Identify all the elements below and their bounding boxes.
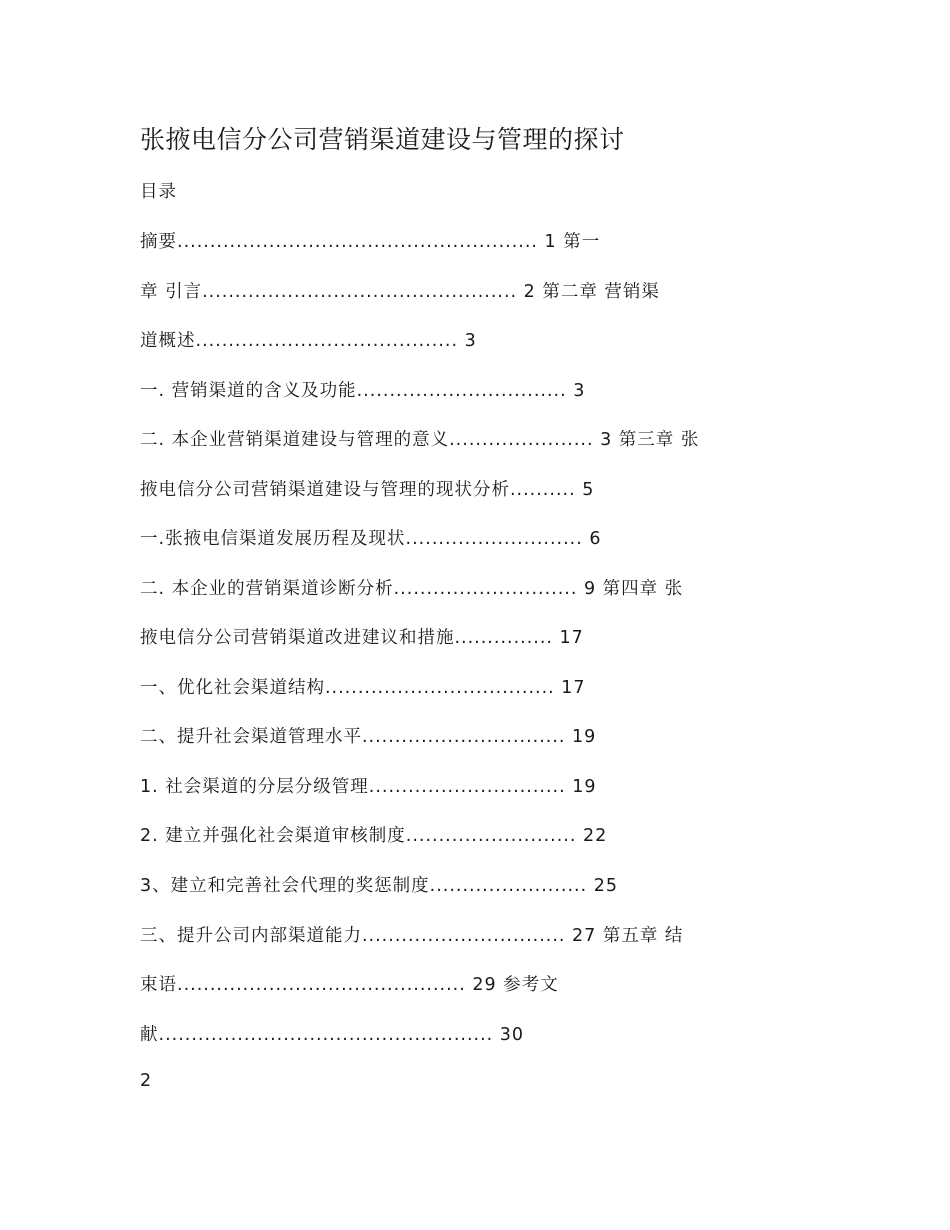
toc-line: 掖电信分公司营销渠道建设与管理的现状分析.......... 5 [140, 480, 595, 500]
toc-line: 道概述........................................ 3 [140, 331, 477, 351]
toc-line: 3、建立和完善社会代理的奖惩制度........................ 25 [140, 876, 618, 896]
toc-line: 一. 营销渠道的含义及功能................................ 3 [140, 381, 586, 401]
toc-line: 献................................................... 30 [140, 1025, 525, 1045]
toc-line: 一.张掖电信渠道发展历程及现状........................... 6 [140, 529, 602, 549]
toc-heading: 目录 [140, 182, 177, 202]
toc-line: 1. 社会渠道的分层分级管理.............................. 19 [140, 777, 597, 797]
toc-line: 掖电信分公司营销渠道改进建议和措施............... 17 [140, 628, 584, 648]
toc-line: 三、提升公司内部渠道能力............................... 27 第五章 结 [140, 926, 684, 946]
toc-line: 章 引言................................................ 2 第二章 营销渠 [140, 282, 660, 302]
toc-line: 2. 建立并强化社会渠道审核制度.......................... 22 [140, 826, 608, 846]
toc-line: 摘要....................................................... 1 第一 [140, 232, 601, 252]
toc-line: 一、优化社会渠道结构................................... 17 [140, 678, 586, 698]
page-number: 2 [140, 1071, 153, 1091]
toc-line: 二、提升社会渠道管理水平............................... 19 [140, 727, 597, 747]
toc-line: 束语............................................ 29 参考文 [140, 975, 559, 995]
toc-line: 二. 本企业的营销渠道诊断分析............................ 9 第四章 张 [140, 579, 684, 599]
document-title: 张掖电信分公司营销渠道建设与管理的探讨 [140, 125, 625, 154]
toc-line: 二. 本企业营销渠道建设与管理的意义...................... 3 第三章 张 [140, 430, 700, 450]
